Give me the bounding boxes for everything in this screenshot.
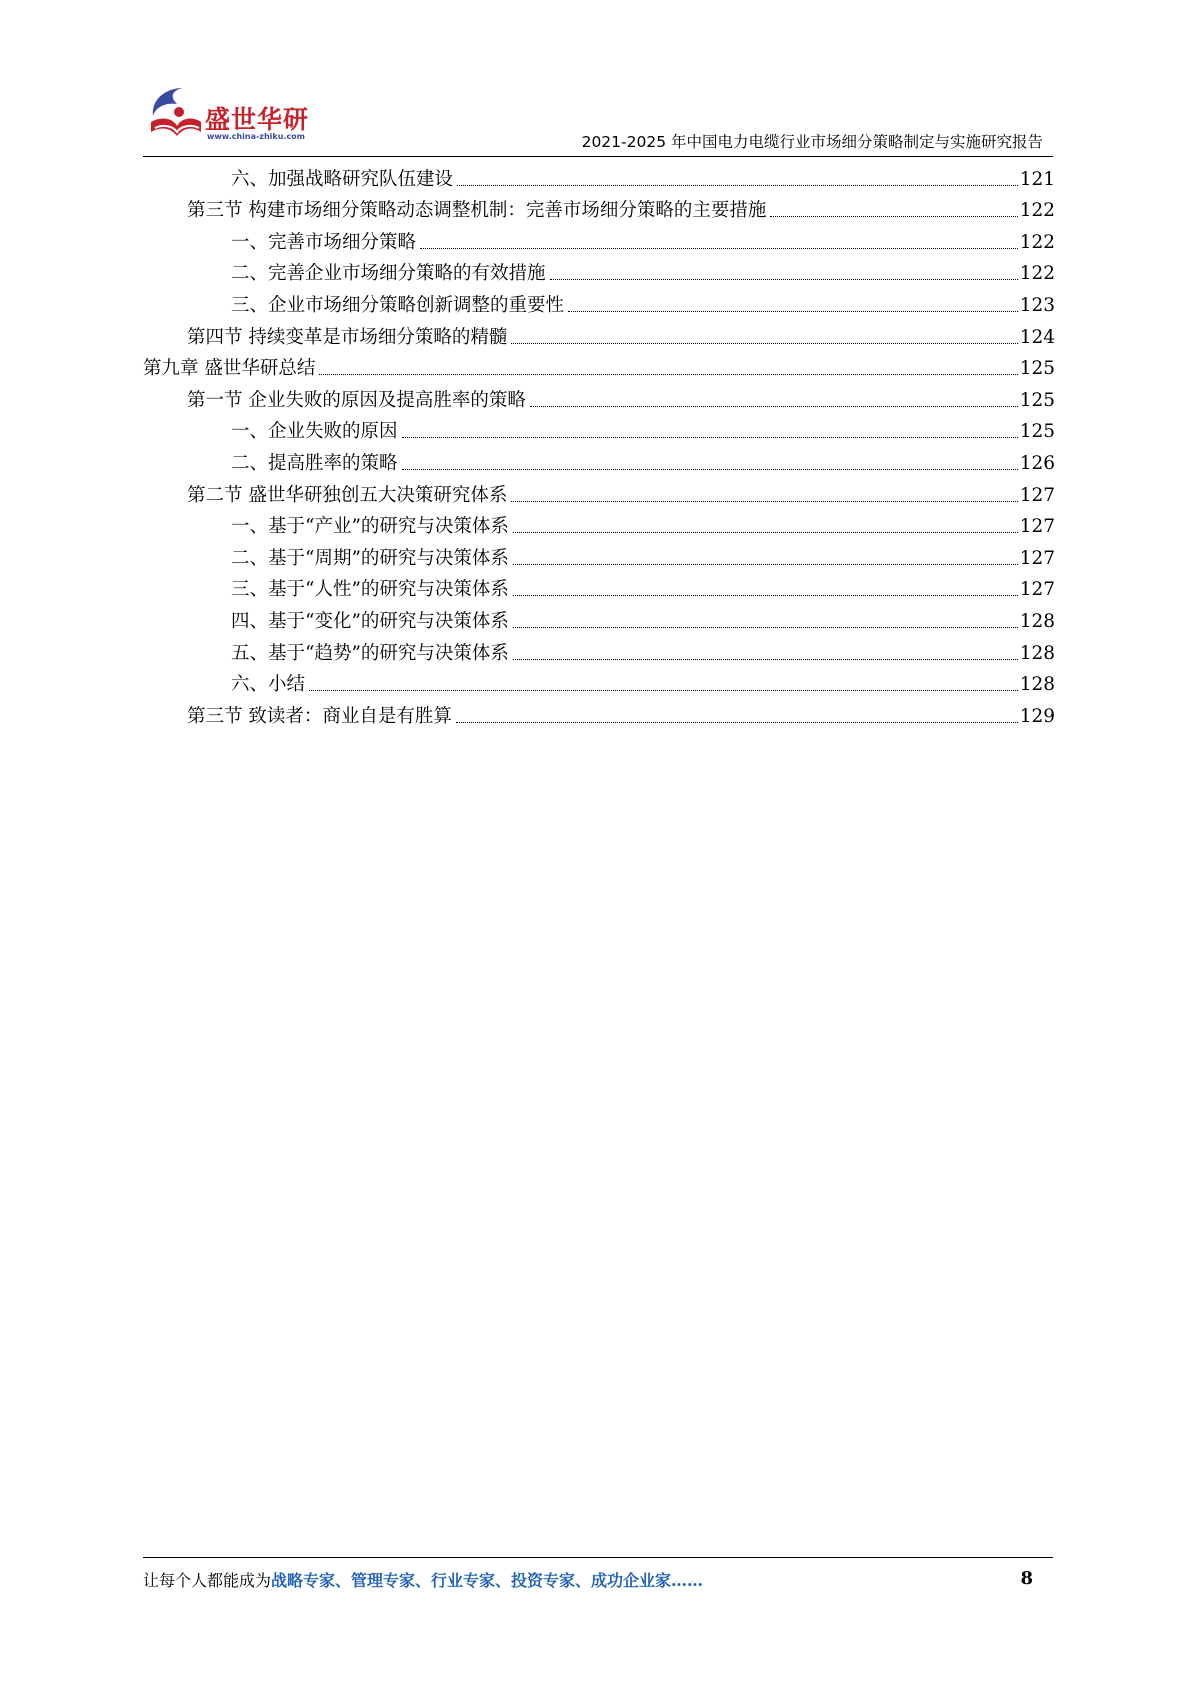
toc-entry[interactable] — [143, 634, 1055, 666]
page-header — [143, 82, 1053, 154]
toc-leader-dots — [456, 722, 1018, 723]
toc-entry[interactable] — [143, 666, 1055, 698]
toc-entry-title: 四、基于“变化”的研究与决策体系 — [231, 610, 509, 632]
toc-leader-dots — [511, 343, 1017, 344]
toc-entry-page: 121 — [1019, 168, 1055, 190]
toc-entry-title: 五、基于“趋势”的研究与决策体系 — [231, 642, 509, 664]
toc-entry[interactable] — [143, 413, 1055, 445]
toc-leader-dots — [457, 185, 1018, 186]
toc-leader-dots — [513, 564, 1018, 565]
brand-logo — [143, 82, 313, 150]
page-footer — [143, 1568, 1053, 1598]
toc-entry-title: 二、基于“周期”的研究与决策体系 — [231, 547, 509, 569]
toc-entry-title: 二、完善企业市场细分策略的有效措施 — [231, 263, 546, 285]
toc-entry-title: 第四节 持续变革是市场细分策略的精髓 — [187, 326, 508, 348]
toc-entry-page: 125 — [1019, 358, 1055, 380]
logo-mark-icon — [143, 82, 207, 146]
toc-entry[interactable] — [143, 444, 1055, 476]
toc-entry-page: 127 — [1019, 579, 1055, 601]
toc-entry-title: 三、企业市场细分策略创新调整的重要性 — [231, 294, 565, 316]
toc-entry-page: 129 — [1019, 705, 1055, 727]
footer-slogan — [143, 1568, 703, 1591]
toc-entry[interactable] — [143, 508, 1055, 540]
page-number: 8 — [1020, 1568, 1033, 1589]
toc-entry-page: 126 — [1019, 452, 1055, 474]
toc-entry-title: 六、加强战略研究队伍建设 — [231, 168, 454, 190]
toc-entry-page: 123 — [1019, 294, 1055, 316]
toc-leader-dots — [309, 690, 1018, 691]
toc-entry-page: 127 — [1019, 516, 1055, 538]
toc-entry-page: 125 — [1019, 421, 1055, 443]
toc-entry-title: 三、基于“人性”的研究与决策体系 — [231, 579, 509, 601]
toc-entry-page: 122 — [1019, 231, 1055, 253]
toc-entry-page: 122 — [1019, 263, 1055, 285]
toc-entry-title: 第一节 企业失败的原因及提高胜率的策略 — [187, 389, 526, 411]
toc-entry-title: 第九章 盛世华研总结 — [143, 358, 316, 380]
toc-leader-dots — [530, 406, 1018, 407]
toc-leader-dots — [550, 279, 1018, 280]
report-title: 2021-2025 年中国电力电缆行业市场细分策略制定与实施研究报告 — [581, 133, 1043, 151]
toc-entry-page: 122 — [1019, 200, 1055, 222]
brand-name: 盛世华研 — [205, 105, 310, 134]
toc-entry-page: 127 — [1019, 484, 1055, 506]
toc-leader-dots — [513, 595, 1018, 596]
toc-entry[interactable] — [143, 476, 1055, 508]
toc-leader-dots — [319, 374, 1017, 375]
toc-leader-dots — [402, 437, 1018, 438]
toc-entry[interactable] — [143, 539, 1055, 571]
toc-entry-title: 第三节 致读者：商业自是有胜算 — [187, 705, 452, 727]
toc-entry-title: 第三节 构建市场细分策略动态调整机制：完善市场细分策略的主要措施 — [187, 200, 767, 222]
toc-entry-title: 六、小结 — [231, 674, 306, 696]
toc-entry-title: 一、企业失败的原因 — [231, 421, 398, 443]
toc-entry[interactable] — [143, 381, 1055, 413]
toc-entry-page: 125 — [1019, 389, 1055, 411]
toc-entry-page: 128 — [1019, 610, 1055, 632]
toc-entry[interactable] — [143, 160, 1055, 192]
toc-leader-dots — [513, 532, 1018, 533]
toc-leader-dots — [511, 501, 1017, 502]
table-of-contents — [143, 160, 1055, 729]
toc-entry-title: 二、提高胜率的策略 — [231, 452, 398, 474]
toc-entry[interactable] — [143, 286, 1055, 318]
toc-entry[interactable] — [143, 350, 1055, 382]
toc-leader-dots — [513, 659, 1018, 660]
toc-entry[interactable] — [143, 571, 1055, 603]
toc-entry-title: 一、完善市场细分策略 — [231, 231, 417, 253]
toc-entry[interactable] — [143, 318, 1055, 350]
toc-entry[interactable] — [143, 602, 1055, 634]
toc-entry[interactable] — [143, 697, 1055, 729]
toc-entry-page: 124 — [1019, 326, 1055, 348]
header-divider — [143, 156, 1053, 157]
slogan-lead: 让每个人都能成为 — [143, 1571, 272, 1590]
toc-leader-dots — [420, 248, 1018, 249]
toc-leader-dots — [513, 627, 1018, 628]
toc-entry[interactable] — [143, 255, 1055, 287]
toc-entry-page: 127 — [1019, 547, 1055, 569]
toc-entry[interactable] — [143, 192, 1055, 224]
toc-entry-title: 一、基于“产业”的研究与决策体系 — [231, 516, 509, 538]
toc-leader-dots — [770, 216, 1017, 217]
toc-leader-dots — [402, 469, 1018, 470]
toc-entry-page: 128 — [1019, 642, 1055, 664]
toc-entry-title: 第二节 盛世华研独创五大决策研究体系 — [187, 484, 508, 506]
toc-entry-page: 128 — [1019, 674, 1055, 696]
toc-leader-dots — [568, 311, 1018, 312]
toc-entry[interactable] — [143, 223, 1055, 255]
brand-url: www.china-zhiku.com — [207, 132, 306, 141]
slogan-roles: 战略专家、管理专家、行业专家、投资专家、成功企业家…… — [271, 1571, 704, 1590]
footer-divider — [143, 1557, 1053, 1558]
